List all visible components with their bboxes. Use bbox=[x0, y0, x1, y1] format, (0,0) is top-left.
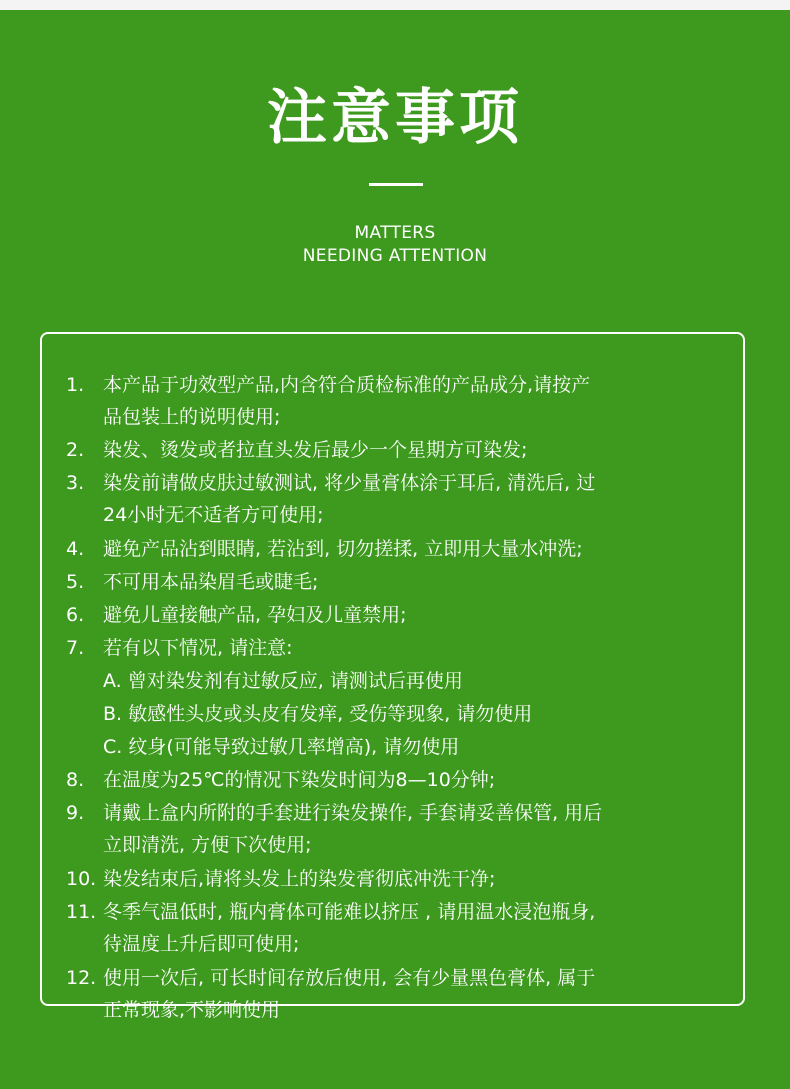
list-item bbox=[66, 566, 736, 598]
item-text: 染发、烫发或者拉直头发后最少一个星期方可染发; bbox=[103, 439, 528, 461]
item-text: 冬季气温低时, 瓶内膏体可能难以挤压 , 请用温水浸泡瓶身, bbox=[103, 901, 596, 923]
item-text: 品包装上的说明使用; bbox=[103, 406, 281, 428]
item-number: 11. bbox=[66, 901, 97, 923]
item-text: B. 敏感性头皮或头皮有发痒, 受伤等现象, 请勿使用 bbox=[103, 703, 533, 725]
item-text: 本产品于功效型产品,内含符合质检标准的产品成分,请按产 bbox=[103, 374, 591, 396]
list-item-continuation bbox=[66, 499, 773, 531]
list-item bbox=[66, 467, 736, 499]
item-number: 4. bbox=[66, 538, 85, 560]
item-number: 3. bbox=[66, 472, 85, 494]
list-item-continuation bbox=[66, 829, 773, 861]
item-text: C. 纹身(可能导致过敏几率增高), 请勿使用 bbox=[103, 736, 460, 758]
item-text: 正常现象,不影响使用 bbox=[103, 999, 281, 1021]
list-item bbox=[66, 632, 736, 664]
item-text: 24小时无不适者方可使用; bbox=[103, 504, 324, 526]
page-subtitle bbox=[0, 222, 790, 268]
list-item bbox=[66, 434, 736, 466]
list-item bbox=[66, 863, 736, 895]
item-text: 在温度为25℃的情况下染发时间为8—10分钟; bbox=[103, 769, 496, 791]
title-divider bbox=[369, 183, 423, 186]
subtitle-line-1: MATTERS bbox=[354, 223, 436, 243]
list-item bbox=[66, 764, 736, 796]
list-item-continuation bbox=[66, 928, 773, 960]
list-subitem bbox=[66, 665, 773, 697]
item-text: 不可用本品染眉毛或睫毛; bbox=[103, 571, 319, 593]
list-item bbox=[66, 599, 736, 631]
notice-panel bbox=[0, 10, 790, 1089]
item-number: 7. bbox=[66, 637, 85, 659]
list-item bbox=[66, 896, 736, 928]
item-number: 2. bbox=[66, 439, 85, 461]
item-text: 染发前请做皮肤过敏测试, 将少量膏体涂于耳后, 清洗后, 过 bbox=[103, 472, 596, 494]
item-number: 6. bbox=[66, 604, 85, 626]
item-text: 避免产品沾到眼睛, 若沾到, 切勿搓揉, 立即用大量水冲洗; bbox=[103, 538, 583, 560]
item-number: 5. bbox=[66, 571, 85, 593]
list-item-continuation bbox=[66, 994, 773, 1026]
list-item bbox=[66, 533, 736, 565]
page-title: 注意事项 bbox=[267, 83, 523, 153]
list-item-continuation bbox=[66, 401, 773, 433]
list-item bbox=[66, 797, 736, 829]
item-number: 8. bbox=[66, 769, 85, 791]
item-number: 9. bbox=[66, 802, 85, 824]
list-item bbox=[66, 369, 736, 401]
top-strip bbox=[0, 0, 790, 10]
item-text: 待温度上升后即可使用; bbox=[103, 933, 300, 955]
list-item bbox=[66, 962, 736, 994]
subtitle-line-2: NEEDING ATTENTION bbox=[302, 246, 488, 266]
item-text: 若有以下情况, 请注意: bbox=[103, 637, 293, 659]
item-number: 10. bbox=[66, 868, 97, 890]
item-number: 12. bbox=[66, 967, 97, 989]
item-number: 1. bbox=[66, 374, 85, 396]
list-subitem bbox=[66, 698, 773, 730]
item-text: 染发结束后,请将头发上的染发膏彻底冲洗干净; bbox=[103, 868, 496, 890]
item-text: 避免儿童接触产品, 孕妇及儿童禁用; bbox=[103, 604, 407, 626]
item-text: 使用一次后, 可长时间存放后使用, 会有少量黑色膏体, 属于 bbox=[103, 967, 596, 989]
list-subitem bbox=[66, 731, 773, 763]
item-text: A. 曾对染发剂有过敏反应, 请测试后再使用 bbox=[103, 670, 463, 692]
item-text: 请戴上盒内所附的手套进行染发操作, 手套请妥善保管, 用后 bbox=[103, 802, 603, 824]
item-text: 立即清洗, 方便下次使用; bbox=[103, 834, 312, 856]
